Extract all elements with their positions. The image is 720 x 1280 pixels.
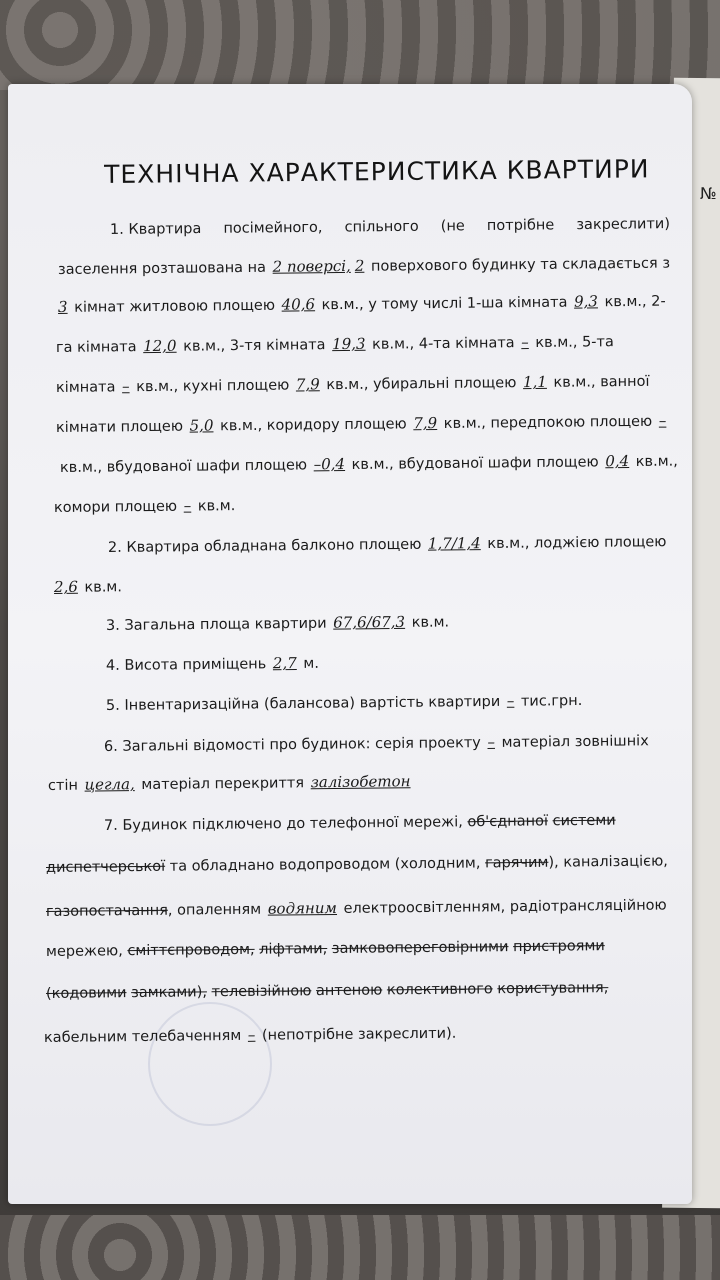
cable-tv-value: – <box>247 1025 256 1044</box>
kitchen-area-value: 7,9 <box>295 375 320 394</box>
height-value: 2,7 <box>272 654 297 673</box>
section1-line8: комори площею – кв.м. <box>53 496 236 516</box>
section1-line5: кімната – кв.м., кухні площею 7,9 кв.м., убиральні площею 1,1 кв.м., ванної <box>55 372 650 396</box>
fabric-background-top <box>0 0 720 90</box>
section1-line4: га кімната 12,0 кв.м., 3-тя кімната 19,3 кв.м., 4-та кімната – кв.м., 5-та <box>55 333 614 356</box>
section1-line7: кв.м., вбудованої шафи площею –0,4 кв.м., вбудованої шафи площею 0,4 кв.м., <box>59 452 678 476</box>
total-area-value: 67,6/67,3 <box>333 612 406 632</box>
section6-line1: 6. Загальні відомості про будинок: серія проекту – матеріал зовнішніх <box>103 732 649 755</box>
struck-devices: пристроями <box>513 938 605 956</box>
fabric-background-bottom <box>0 1215 720 1280</box>
bathroom-area-value: 5,0 <box>189 416 214 435</box>
rooms-count-value: 3 <box>57 297 68 316</box>
toilet-area-value: 1,1 <box>522 372 547 392</box>
balcony-area-value: 1,7/1,4 <box>427 534 481 553</box>
section7-line1: 7. Будинок підключено до телефонної мережі, об'єднаної системи <box>103 812 616 834</box>
struck-unified: об'єднаної <box>467 813 549 831</box>
floor-value: 2 поверсі, <box>272 256 351 276</box>
section2-line2: 2,6 кв.м. <box>53 577 123 596</box>
room5-area-value: – <box>121 377 130 396</box>
wardrobe1-area-value: –0,4 <box>313 455 346 474</box>
struck-code-locks: (кодовими <box>45 985 127 1002</box>
floor-material-value: залізобетон <box>310 772 411 792</box>
loggia-area-value: 2,6 <box>53 577 78 596</box>
section7-line3: газопостачання, опаленням водяним електроосвітленням, радіотрансляційною <box>45 897 667 920</box>
wardrobe2-area-value: 0,4 <box>605 452 630 471</box>
struck-hot: гарячим <box>484 854 549 872</box>
room1-area-value: 9,3 <box>573 292 599 311</box>
struck-tv: телевізійною <box>211 983 312 1001</box>
struck-gas-supply: газопостачання <box>45 902 168 920</box>
project-series-value: – <box>487 732 496 751</box>
struck-dispatch: диспетчерської <box>45 858 166 876</box>
section3-line: 3. Загальна площа квартири 67,6/67,3 кв.м. <box>105 612 450 634</box>
section6-line2: стін цегла, матеріал перекриття залізобетон <box>47 772 411 794</box>
struck-elevators: ліфтами, <box>259 941 328 958</box>
struck-intercom: замковопереговірними <box>331 939 509 958</box>
corridor-area-value: 7,9 <box>413 414 438 433</box>
section7-line4: мережею, сміттєпроводом, ліфтами, замковопереговірними пристроями <box>45 938 605 960</box>
faint-stamp <box>148 1002 272 1126</box>
next-page-number-mark: № <box>700 184 717 203</box>
section7-line2: диспетчерської та обладнано водопроводом (холодним, гарячим), каналізацією, <box>45 853 668 876</box>
inventory-value: – <box>506 691 515 710</box>
struck-collective: колективного <box>386 981 493 999</box>
struck-garbage-chute: сміттєпроводом, <box>127 941 255 960</box>
living-area-value: 40,6 <box>281 295 316 314</box>
struck-antenna: антеною <box>315 982 383 1000</box>
hallway-area-value: – <box>658 411 667 430</box>
section1-line3: 3 кімнат житловою площею 40,6 кв.м., у тому числі 1-ша кімната 9,3 кв.м., 2- <box>57 292 666 316</box>
section1-line2: заселення розташована на 2 поверсі, 2 поверхового будинку та складається з <box>57 255 671 278</box>
section7-line6: кабельним телебаченням – (непотрібне закреслити). <box>43 1025 457 1046</box>
heating-type-value: водяним <box>267 898 338 918</box>
wall-material-value: цегла, <box>84 775 135 794</box>
room2-area-value: 12,0 <box>143 336 177 356</box>
section2-line1: 2. Квартира обладнана балконо площею 1,7/1,4 кв.м., лоджією площею <box>107 534 667 556</box>
floors-total-value: 2 <box>354 256 365 275</box>
section5-line: 5. Інвентаризаційна (балансова) вартість квартири – тис.грн. <box>105 691 583 714</box>
section1-line1: 1. Квартира посімейного, спільного (не потрібне закреслити) <box>109 216 671 238</box>
room4-area-value: – <box>521 333 529 352</box>
section1-line6: кімнати площею 5,0 кв.м., коридору площею 7,9 кв.м., передпокою площею – <box>55 411 667 436</box>
struck-system: системи <box>552 812 616 830</box>
room3-area-value: 19,3 <box>332 334 366 354</box>
struck-use: користування, <box>497 980 609 998</box>
section4-line: 4. Висота приміщень 2,7 м. <box>105 654 320 674</box>
page-title: ТЕХНІЧНА ХАРАКТЕРИСТИКА КВАРТИРИ <box>104 154 650 189</box>
struck-locks: замками), <box>131 984 208 1002</box>
storage-area-value: – <box>183 496 192 515</box>
